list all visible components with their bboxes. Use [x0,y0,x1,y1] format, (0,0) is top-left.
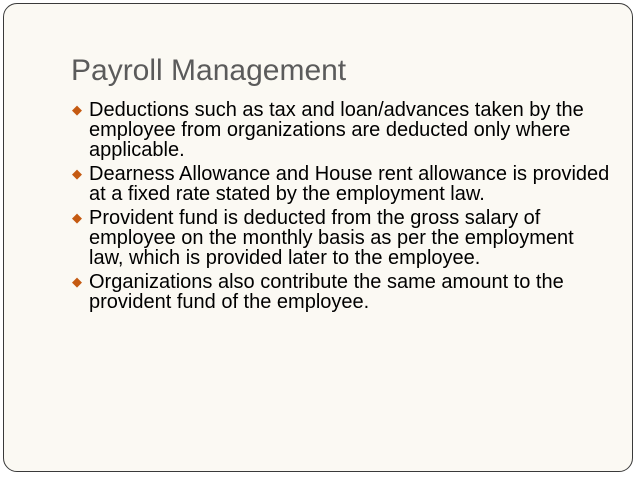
diamond-bullet-icon: ◆ [72,102,82,117]
bullet-text: Deductions such as tax and loan/advances taken by the employee from organizations are deducted only where applicable. [89,99,584,161]
bullet-list [72,100,612,316]
bullet-text: Dearness Allowance and House rent allowance is provided at a fixed rate stated by the employment law. [89,163,610,205]
diamond-bullet-icon: ◆ [72,166,82,181]
diamond-bullet-icon: ◆ [72,210,82,225]
slide-title: Payroll Management [71,54,347,87]
bullet-item [72,100,612,160]
bullet-item [72,208,612,268]
diamond-bullet-icon: ◆ [72,274,82,289]
bullet-text: Provident fund is deducted from the gross salary of employee on the monthly basis as per the employment law, which is provided later to the employee. [89,207,574,269]
bullet-item [72,164,612,204]
bullet-item [72,272,612,312]
bullet-text: Organizations also contribute the same amount to the provident fund of the employee. [89,271,564,313]
